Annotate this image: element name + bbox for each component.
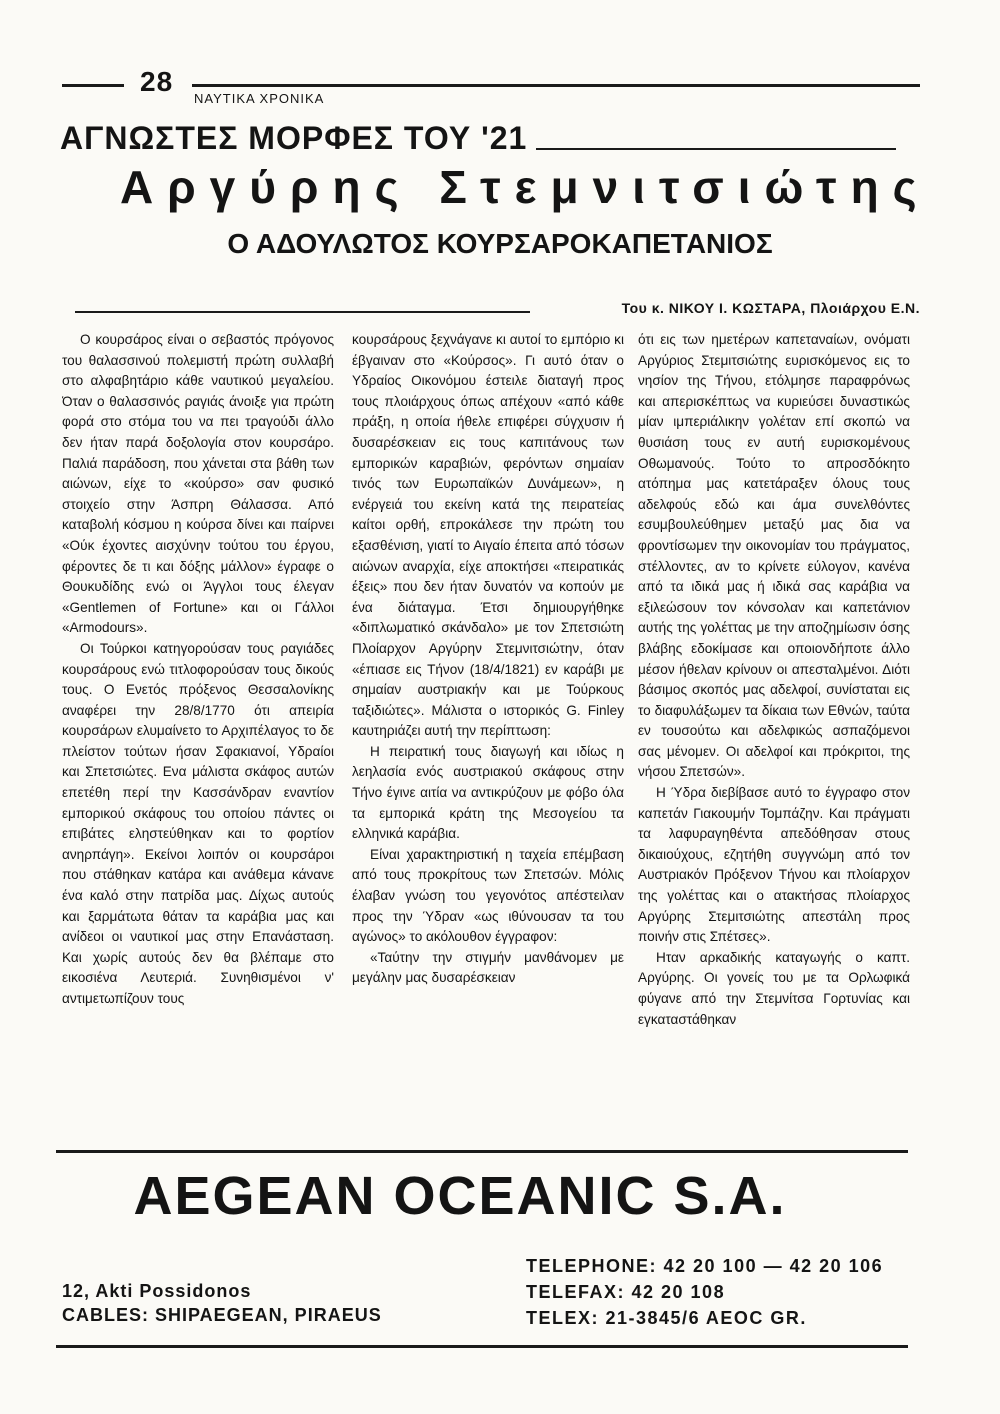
article-subtitle: Ο ΑΔΟΥΛΩΤΟΣ ΚΟΥΡΣΑΡΟΚΑΠΕΤΑΝΙΟΣ — [227, 228, 773, 259]
advert-bottom-rule — [56, 1345, 908, 1348]
section-title: ΑΓΝΩΣΤΕΣ ΜΟΡΦΕΣ ΤΟΥ '21 — [60, 120, 528, 156]
paragraph: Οι Τούρκοι κατηγορούσαν τους ραγιάδες κουρσάρους ενώ τιτλοφορούσαν τους δικούς τους. Ο Ενετός πρόξενος Θεσσαλονίκης αναφέρει την 28/8/1770 ότι απειρία κουρσάρων ελυμαίνετο το Αρχιπέλαγος το δε πλείστον τούτων ήσαν Σφακιανοί, Υδραίοι και Σπετσιώτες. Ενα μάλιστα σκάφος αυτών επετέθη περί την Κασσάνδραν εναντίον εμπορικού σκάφους του οποίου πάντες οι επιβάτες εληστεύθηκαν και το φορτίον ανηρπάγη». Εκείνοι λοιπόν οι κουρσάροι που στάθηκαν κατάρα και ανάθεμα κάνανε ένα καλό στην πατρίδα μας. Δίχως αυτούς και ξαρμάτωτα θάταν τα καράβια μας και ανίδεοι οι ναυτικοί μας στην Επανάσταση. Και χωρίς αυτούς δεν θα βλέπαμε στο εικοσιένα Λευτεριά. Συνηθισμένοι ν' αντιμετωπίζουν τους — [62, 640, 334, 1006]
advert-address: 12, Akti Possidonos — [62, 1281, 252, 1301]
section-title-rule — [536, 148, 896, 150]
paragraph: Ο κουρσάρος είναι ο σεβαστός πρόγονος του θαλασσινού πολεμιστή πρώτη συλλαβή στο αλφαβητάριο κάθε ναυτικού μεγαλείου. Όταν ο θαλασσινός ραγιάς άνοιξε για πρώτη φορά στο στόμα του να πει τραγούδι άλλο δεν ήταν παρά δοξολογία στον κουρσάρο. Παλιά παράδοση, που χάνεται στα βάθη των αιώνων, είχε το «κούρσο» σαν φυσικό στοιχείο στην Άσπρη Θάλασσα. Από καταβολή κόσμου η κούρσα δίνει και παίρνει «Ούκ έχοντες αισχύνην τούτου του έργου, φέροντες δε τι και δόξης μάλλον» έγραφε ο Θουκυδίδης ενώ οι Άγγλοι τους έλεγαν «Gentlemen of Fortune» και οι Γάλλοι «Armodours». — [62, 332, 334, 636]
text-column-3 — [638, 330, 910, 1145]
byline-rule — [75, 311, 530, 313]
paragraph: ότι εις των ημετέρων καπεταναίων, ονόματι Αργύριος Στεμιτσιώτης ευρισκόμενος εις το νησίον της Τήνου, ετόλμησε παραφρόνως και απερισκέπτως να κυριεύσει δυναστικώς μίαν ιμπεριάλικην γολέταν επί σκοπώ να θυσιάση τους εν αυτή ευρισκομένους Οθωμανούς. Τούτο το απροσδόκητο ατόπημα μας κατετάραξεν όλους τους αδελφούς εδώ και άμα συνελθόντες εσυμβουλεύθημεν μεταξύ μας δια να φροντίσωμεν την οικονομίαν του πράγματος, στέλλοντες, αν το κρίνετε εύλογον, κανένα από τα ιδικά μας ή ιδικά σας καράβια να εξιλεώσουν τον κόνσολαν και καπετάνιον αυτής της γολέττας με την αποζημίωσιν όσης βλάβης εδοκίμασε και οποιονδήποτε άλλο μέσον ήθελαν κρίνουν οι απεσταλμένοι. Διότι βάσιμος σκοπός μας αδελφοί, συνίσταται εις το διαφυλάξωμεν τα δίκαια των Εθνών, ταύτα εν τουσούτω και αδελφικώς ασπαζόμενοι σας μένομεν. Οι αδελφοί και πρόκριτοι, της νήσου Σπετσών». — [638, 332, 910, 780]
paragraph: Η πειρατική τους διαγωγή και ιδίως η λεηλασία ενός αυστριακού σκάφους στην Τήνο έγινε αιτία να αντικρύζουν με φόβο όλα τα εμπορικά κράτη της Μεσογείου τα ελληνικά καράβια. — [352, 743, 624, 842]
advert-telefax: TELEFAX: 42 20 108 — [526, 1282, 726, 1302]
text-column-1 — [62, 330, 334, 1145]
byline: Του κ. ΝΙΚΟΥ Ι. ΚΩΣΤΑΡΑ, Πλοιάρχου Ε.Ν. — [621, 300, 920, 316]
header-rule-left — [62, 84, 124, 87]
paragraph: Είναι χαρακτηριστική η ταχεία επέμβαση από τους προκρίτους των Σπετσών. Μόλις έλαβαν γνώση του γεγονότος απέστειλαν προς την Ύδραν «ως ιθύνουσαν τα του αγώνος» το ακόλουθον έγγραφον: — [352, 846, 624, 945]
paragraph: Ηταν αρκαδικής καταγωγής ο καπτ. Αργύρης. Οι γονείς του με τα Ορλωφικά φύγανε από την Στεμνίτσα Γορτυνίας και εγκαταστάθηκαν — [638, 949, 910, 1027]
magazine-name: ΝΑΥΤΙΚΑ ΧΡΟΝΙΚΑ — [194, 91, 325, 106]
advert-cables: CABLES: SHIPAEGEAN, PIRAEUS — [62, 1305, 382, 1325]
advert-company-name: AEGEAN OCEANIC S.A. — [133, 1166, 787, 1226]
page-number: 28 — [140, 66, 174, 97]
article-title: Αργύρης Στεμνιτσιώτης — [120, 161, 931, 213]
advert-telephone: TELEPHONE: 42 20 100 — 42 20 106 — [526, 1256, 884, 1276]
advert-top-rule — [56, 1150, 908, 1153]
text-column-2 — [352, 330, 624, 1145]
paragraph: Η Ύδρα διεβίβασε αυτό το έγγραφο στον καπετάν Γιακουμήν Τομπάζην. Και πράγματι τα λαφυραγηθέντα απεδόθησαν στους δικαιούχους, εζητήθη συγγνώμη από τον Αυστριακόν Πρόξενον Τήνου και πλοίαρχον της γολέττας και ο ατακτήσας πλοίαρχος Αργύρης Στεμιτσιώτης απεστάλη προς ποινήν στις Σπέτσες». — [638, 785, 910, 945]
paragraph: κουρσάρους ξεχνάγανε κι αυτοί το εμπόριο κι έβγαιναν στο «Κούρσος». Γι αυτό όταν ο Υδραίος Οικονόμου έστειλε διαταγή προς τους πλοιάρχους όπως απέχουν «από κάθε πράξη, η οποία ήθελε επιφέρει σύγχυσιν ή δυσαρέσκειαν εις τους καπιτάνους των εμπορικών καραβιών, φερόντων σημαίαν τινός των Ευρωπαϊκών Δυνάμεων», η ενέργειά του εκείνη κατά της πειρατείας καίτοι ορθή, επροκάλεσε την πρώτη του εξασθένιση, γιατί το Αιγαίο έπειτα από τόσων αιώνων αναρχία, είχε αποκτήσει «πειρατικάς έξεις» που δεν ήταν δυνατόν να κοπούν με ένα διάταγμα. Έτσι δημιουργήθηκε «διπλωματικό σκάνδαλο» με τον Σπετσιώτη Πλοίαρχον Αργύρην Στεμνιτσιώτην, όταν «έπιασε εις Τήνον (18/4/1821) εν καράβι με σημαίαν αυστριακήν και με Τούρκους ταξιδιώτες». Μάλιστα ο ιστορικός G. Finley καυτηριάζει αυτή την περίπτωση: — [352, 332, 624, 739]
advert-telex: TELEX: 21-3845/6 AEOC GR. — [526, 1308, 807, 1328]
paragraph: «Ταύτην την στιγμήν μανθάνομεν με μεγάλην μας δυσαρέσκειαν — [352, 949, 624, 986]
header-rule-right — [192, 84, 920, 87]
